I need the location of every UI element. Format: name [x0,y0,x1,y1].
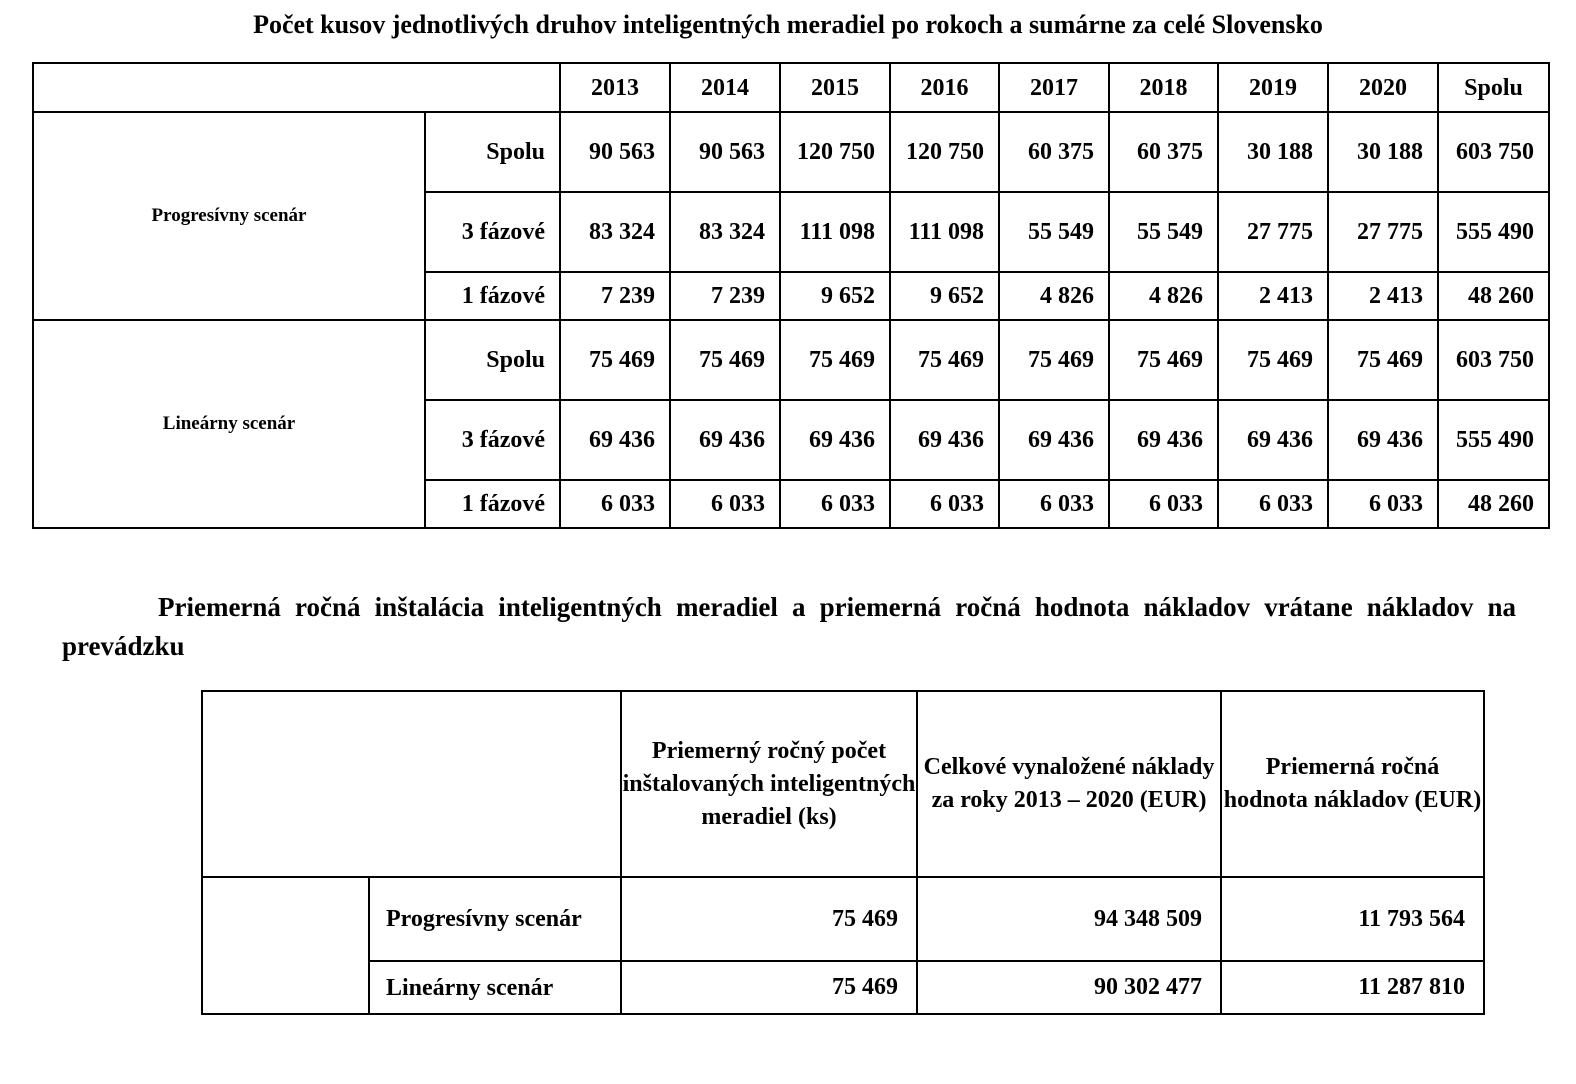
table1-title: Počet kusov jednotlivých druhov inteligentných meradiel po rokoch a sumárne za celé Slovensko [253,10,1323,39]
table-cell: 75 469 [560,320,670,400]
table-cell: 69 436 [1109,400,1218,480]
table-cell: 69 436 [890,400,999,480]
table-cell: 555 490 [1438,192,1549,272]
meters-by-year-table [32,62,1550,529]
table2-header-row [202,691,1484,877]
table-cell: 75 469 [621,961,917,1014]
table-cell: 555 490 [1438,400,1549,480]
header-avg-annual-costs: Priemerná ročná hodnota nákladov (EUR) [1221,691,1484,877]
year-header-2019: 2019 [1218,63,1328,112]
table-cell: 48 260 [1438,480,1549,528]
table-cell: 94 348 509 [917,877,1221,961]
table-cell: 69 436 [1328,400,1438,480]
table-cell: 75 469 [999,320,1109,400]
year-header-2013: 2013 [560,63,670,112]
table-cell: 2 413 [1218,272,1328,320]
table2-title-text: Priemerná ročná inštalácia inteligentných meradiel a priemerná ročná hodnota nákladov vrátane nákladov na prevádzku [62,592,1516,661]
table-cell: 75 469 [890,320,999,400]
table-cell: 75 469 [670,320,780,400]
table-cell: 55 549 [999,192,1109,272]
table-cell: 60 375 [1109,112,1218,192]
table-cell: 7 239 [560,272,670,320]
table-cell: 6 033 [1218,480,1328,528]
table-cell: 30 188 [1218,112,1328,192]
table-cell: 75 469 [1218,320,1328,400]
row-label: 3 fázové [425,192,560,272]
table-cell: 6 033 [780,480,890,528]
average-installation-cost-table [201,690,1485,1015]
table-cell: 48 260 [1438,272,1549,320]
year-header-2017: 2017 [999,63,1109,112]
table-cell: 120 750 [890,112,999,192]
table-cell: 75 469 [780,320,890,400]
table-cell: 7 239 [670,272,780,320]
table-cell: 69 436 [780,400,890,480]
table-cell: 6 033 [1328,480,1438,528]
table2-corner-cell [202,691,621,877]
table-cell: 9 652 [780,272,890,320]
table-cell: 27 775 [1328,192,1438,272]
scenario-label-progressive: Progresívny scenár [33,112,425,320]
table-cell: 90 563 [670,112,780,192]
table-cell: 6 033 [890,480,999,528]
table-cell: 9 652 [890,272,999,320]
table-cell: 111 098 [890,192,999,272]
table-cell: 6 033 [560,480,670,528]
row-label: Spolu [425,112,560,192]
row-label: Spolu [425,320,560,400]
row-label: Progresívny scenár [369,877,621,961]
table-cell: 55 549 [1109,192,1218,272]
table-cell: 120 750 [780,112,890,192]
year-header-total: Spolu [1438,63,1549,112]
table-cell: 6 033 [670,480,780,528]
table1-header-row [33,63,1549,112]
table-cell: 69 436 [670,400,780,480]
table-cell: 60 375 [999,112,1109,192]
table-row [33,112,1549,192]
table-cell: 90 302 477 [917,961,1221,1014]
year-header-2016: 2016 [890,63,999,112]
year-header-2015: 2015 [780,63,890,112]
table-cell: 83 324 [670,192,780,272]
table-cell: 603 750 [1438,320,1549,400]
table-cell: 83 324 [560,192,670,272]
table-cell: 69 436 [999,400,1109,480]
table-cell: 30 188 [1328,112,1438,192]
table-cell: 2 413 [1328,272,1438,320]
table-row [202,961,1484,1014]
table-row [202,877,1484,961]
header-avg-installed-meters: Priemerný ročný počet inštalovaných inteligentných meradiel (ks) [621,691,917,877]
header-total-costs: Celkové vynaložené náklady za roky 2013 – 2020 (EUR) [917,691,1221,877]
row-label: 1 fázové [425,480,560,528]
row-label: 1 fázové [425,272,560,320]
table-cell: 90 563 [560,112,670,192]
table-cell: 6 033 [999,480,1109,528]
table-cell: 603 750 [1438,112,1549,192]
row-label: 3 fázové [425,400,560,480]
table-cell: 69 436 [1218,400,1328,480]
table-cell: 75 469 [1109,320,1218,400]
table1-corner-cell [33,63,560,112]
table-cell: 69 436 [560,400,670,480]
table2-title [62,588,1516,666]
year-header-2014: 2014 [670,63,780,112]
table-cell: 75 469 [1328,320,1438,400]
table-cell: 27 775 [1218,192,1328,272]
year-header-2020: 2020 [1328,63,1438,112]
table-cell: 111 098 [780,192,890,272]
table-cell: 75 469 [621,877,917,961]
table-cell: 11 793 564 [1221,877,1484,961]
year-header-2018: 2018 [1109,63,1218,112]
scenario-label-linear: Lineárny scenár [33,320,425,528]
table-cell: 4 826 [999,272,1109,320]
table-row [33,320,1549,400]
table-cell: 11 287 810 [1221,961,1484,1014]
row-label: Lineárny scenár [369,961,621,1014]
table2-blank-cell [202,877,369,1014]
table-cell: 6 033 [1109,480,1218,528]
table-cell: 4 826 [1109,272,1218,320]
